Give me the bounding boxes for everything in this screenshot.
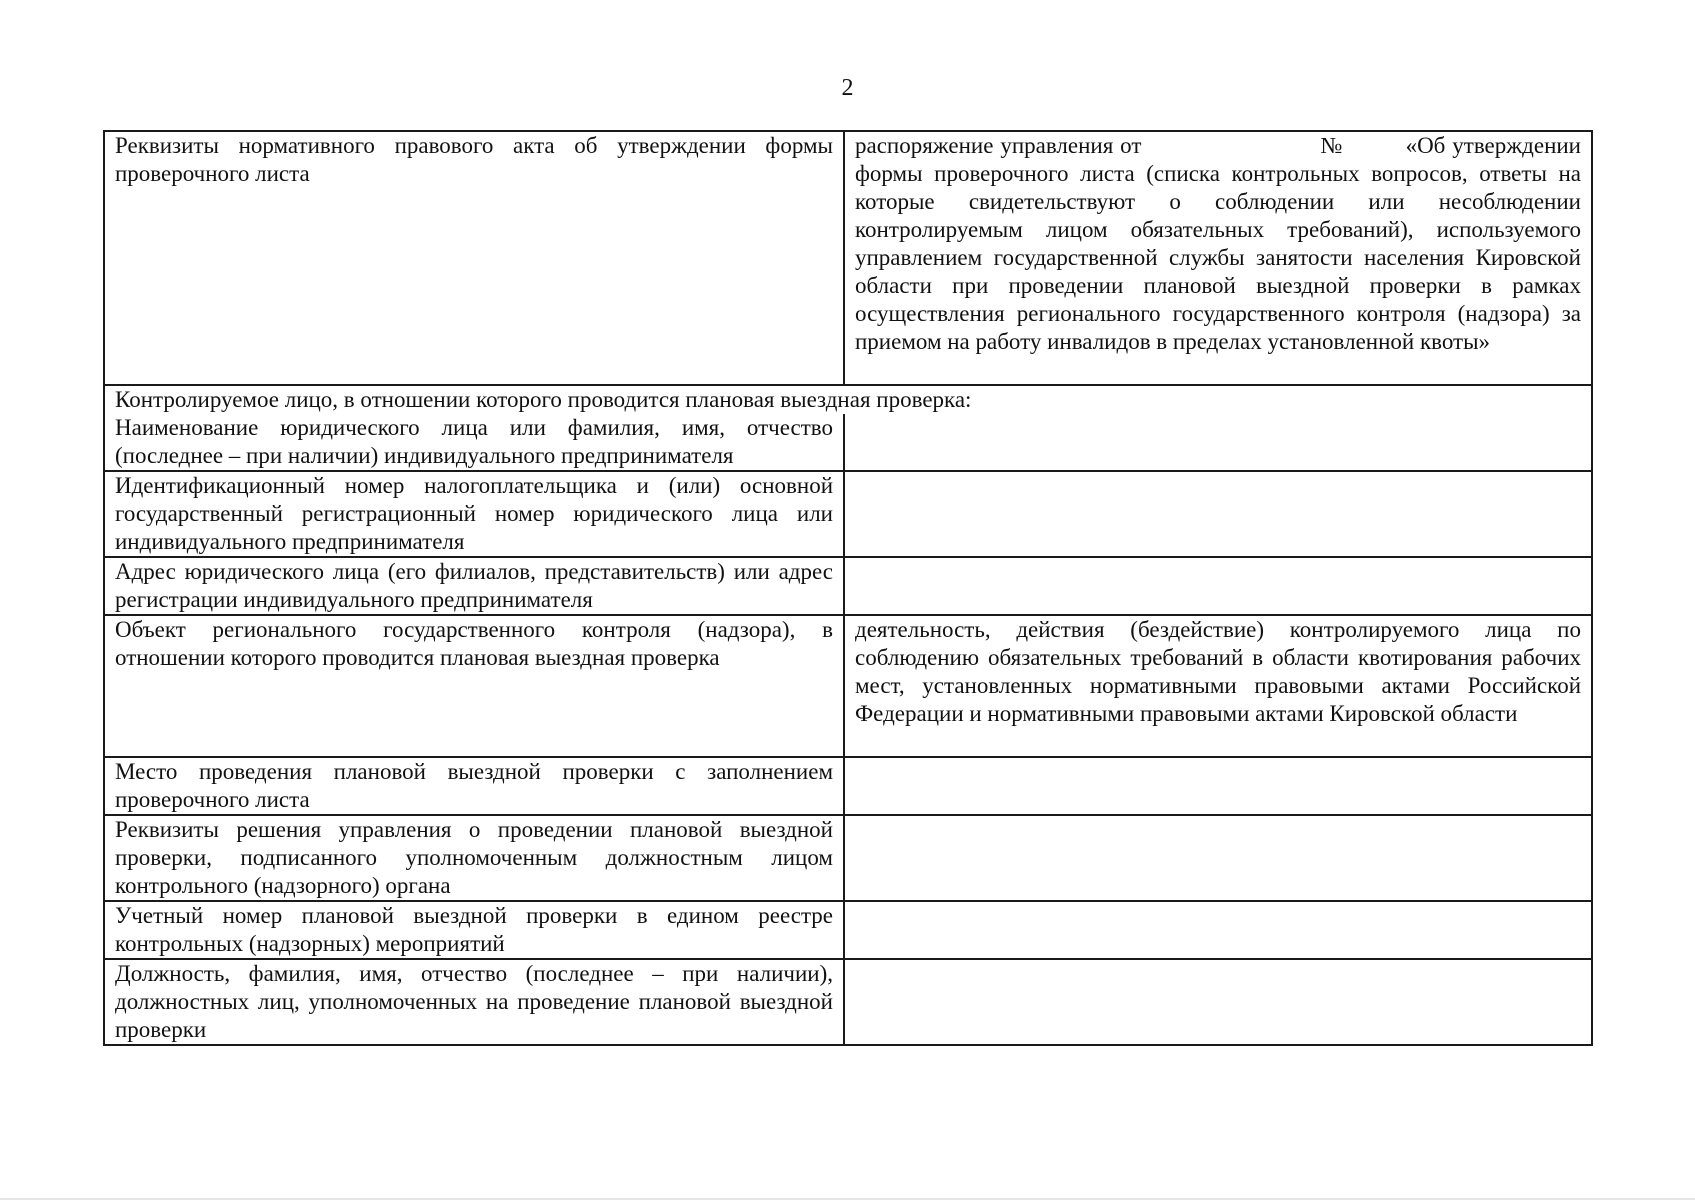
row-label: Наименование юридического лица или фамилия, имя, отчество (последнее – при наличии) индивидуального предпринимателя <box>104 414 844 471</box>
page-number: 2 <box>841 75 854 101</box>
row-label: Место проведения плановой выездной проверки с заполнением проверочного листа <box>104 757 844 815</box>
row-label: Идентификационный номер налогоплательщика и (или) основной государственный регистрационный номер юридического лица или индивидуального предпринимателя <box>104 471 844 557</box>
table-row <box>104 815 1592 901</box>
table-row <box>104 615 1592 757</box>
row-value-empty[interactable] <box>844 557 1592 615</box>
row-label: Реквизиты решения управления о проведении плановой выездной проверки, подписанного уполномоченным должностным лицом контрольного (надзорного) органа <box>104 815 844 901</box>
section-header: Контролируемое лицо, в отношении которого проводится плановая выездная проверка: <box>104 385 1592 414</box>
row-label: Адрес юридического лица (его филиалов, представительств) или адрес регистрации индивидуального предпринимателя <box>104 557 844 615</box>
row-value: распоряжение управления от № «Об утверждении формы проверочного листа (списка контрольных вопросов, ответы на которые свидетельствуют о соблюдении или несоблюдении контролируемым лицом обязательных требований), используемого управлением государственной службы занятости населения Кировской области при проведении плановой выездной проверки в рамках осуществления регионального государственного контроля (надзора) за приемом на работу инвалидов в пределах установленной квоты» <box>844 131 1592 385</box>
table-row <box>104 959 1592 1045</box>
row-value-empty[interactable] <box>844 901 1592 959</box>
table-row <box>104 414 1592 471</box>
checklist-details-table <box>103 130 1593 1046</box>
table-row <box>104 757 1592 815</box>
row-label: Учетный номер плановой выездной проверки в едином реестре контрольных (надзорных) мероприятий <box>104 901 844 959</box>
row-label: Должность, фамилия, имя, отчество (последнее – при наличии), должностных лиц, уполномоченных на проведение плановой выездной проверки <box>104 959 844 1045</box>
row-value-empty[interactable] <box>844 757 1592 815</box>
row-value: деятельность, действия (бездействие) контролируемого лица по соблюдению обязательных требований в области квотирования рабочих мест, установленных нормативными правовыми актами Российской Федерации и нормативными правовыми актами Кировской области <box>844 615 1592 757</box>
row-value-empty[interactable] <box>844 471 1592 557</box>
row-value-empty[interactable] <box>844 815 1592 901</box>
row-value-empty[interactable] <box>844 959 1592 1045</box>
row-label: Реквизиты нормативного правового акта об утверждении формы проверочного листа <box>104 131 844 385</box>
row-label: Объект регионального государственного контроля (надзора), в отношении которого проводится плановая выездная проверка <box>104 615 844 757</box>
row-value-empty[interactable] <box>844 414 1592 471</box>
table-row <box>104 131 1592 385</box>
section-header-row <box>104 385 1592 414</box>
table-row <box>104 901 1592 959</box>
table-row <box>104 557 1592 615</box>
table-row <box>104 471 1592 557</box>
